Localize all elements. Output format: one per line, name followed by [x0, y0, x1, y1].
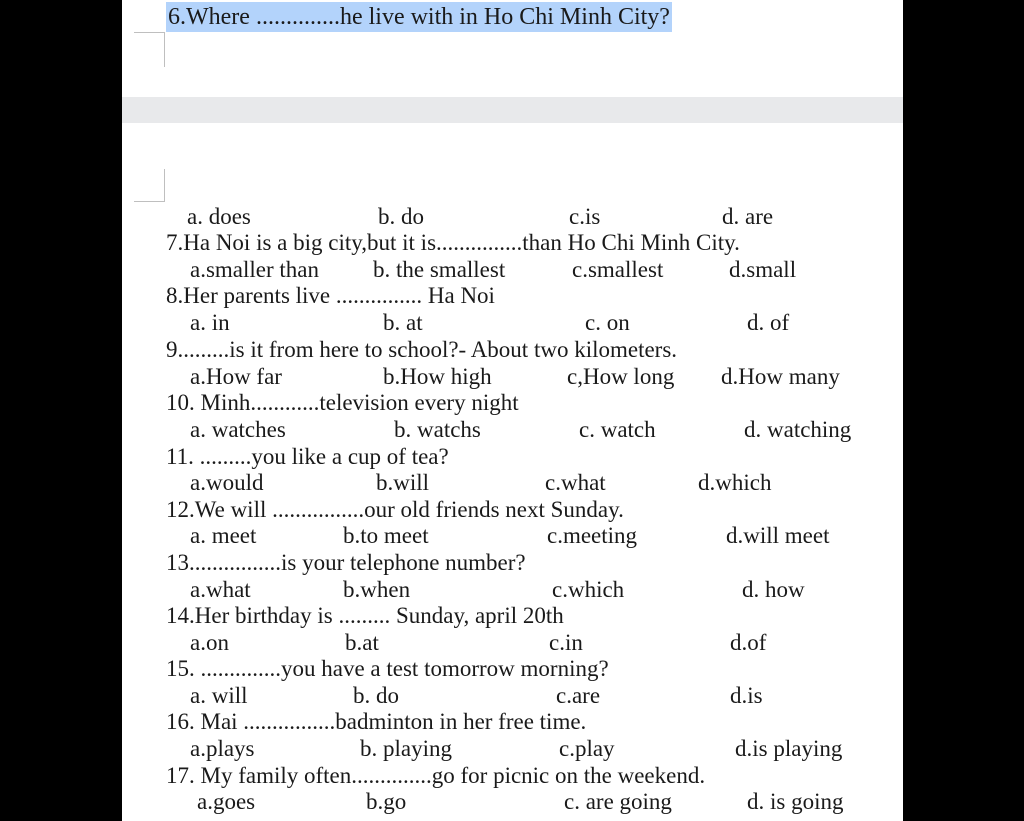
option-b: b.to meet — [343, 523, 429, 548]
option-b: b. do — [353, 683, 399, 708]
option-d: d.is — [730, 683, 763, 708]
question-text: 11. .........you like a cup of tea? — [166, 444, 449, 469]
option-b: b.go — [366, 789, 407, 814]
option-b: b.at — [345, 630, 379, 655]
option-b: b.when — [343, 577, 411, 602]
option-c: c.in — [549, 630, 583, 655]
question-text: 7.Ha Noi is a big city,but it is...............than Ho Chi Minh City. — [166, 230, 740, 255]
option-a: a.plays — [190, 736, 255, 761]
document-page-previous — [122, 0, 903, 97]
option-d: d.of — [730, 630, 767, 655]
question-text: 13................is your telephone number? — [166, 550, 526, 575]
option-a: a. in — [190, 310, 230, 335]
option-d: d. watching — [744, 417, 852, 442]
option-d: d.will meet — [726, 523, 830, 548]
option-d: d.which — [698, 470, 772, 495]
option-a: a. meet — [190, 523, 257, 548]
option-a: a. will — [190, 683, 248, 708]
question-text: 16. Mai ................badminton in her free time. — [166, 709, 587, 734]
option-d: d. how — [742, 577, 805, 602]
question-text: 10. Minh............television every night — [166, 390, 519, 415]
selected-question-6[interactable]: 6.Where ..............he live with in Ho Chi Minh City? — [168, 4, 670, 30]
option-d: d. is going — [747, 789, 844, 814]
option-c: c.which — [552, 577, 625, 602]
question-text: 14.Her birthday is ......... Sunday, april 20th — [166, 603, 564, 628]
question-text: 8.Her parents live ............... Ha Noi — [166, 283, 495, 308]
option-a: a.would — [190, 470, 264, 495]
page-corner-mark — [134, 169, 165, 202]
option-d: d. of — [747, 310, 790, 335]
option-a: a.what — [190, 577, 251, 602]
option-c: c.meeting — [547, 523, 638, 548]
option-a: a.smaller than — [190, 257, 320, 282]
option-a: a.on — [190, 630, 229, 655]
option-b: b. watchs — [394, 417, 481, 442]
option-a: a.How far — [190, 364, 282, 389]
question-text: 15. ..............you have a test tomorrow morning? — [166, 656, 609, 681]
option-d: d.small — [729, 257, 797, 282]
option-c: c.play — [559, 736, 615, 761]
option-d: d.is playing — [735, 736, 843, 761]
document-page-current — [122, 123, 903, 821]
option-c: c. on — [585, 310, 630, 335]
option-b: b.will — [376, 470, 430, 495]
page-corner-mark — [134, 32, 165, 67]
question-text: 9.........is it from here to school?- About two kilometers. — [166, 337, 678, 362]
option-b: b. the smallest — [373, 257, 506, 282]
question-text: 12.We will ................our old friends next Sunday. — [166, 497, 624, 522]
option-b: b. at — [383, 310, 423, 335]
option-a: a. watches — [190, 417, 286, 442]
q6-option-d: d. are — [722, 204, 774, 229]
option-c: c. watch — [579, 417, 656, 442]
option-b: b. playing — [360, 736, 452, 761]
document-viewport[interactable] — [122, 0, 903, 821]
question-text: 17. My family often..............go for picnic on the weekend. — [166, 763, 706, 788]
option-a: a.goes — [197, 789, 256, 814]
option-c: c.what — [545, 470, 606, 495]
option-b: b.How high — [383, 364, 492, 389]
option-c: c.are — [556, 683, 601, 708]
q6-option-c: c.is — [569, 204, 601, 229]
q6-option-a: a. does — [187, 204, 251, 229]
q6-option-b: b. do — [378, 204, 424, 229]
option-c: c,How long — [567, 364, 675, 389]
option-c: c.smallest — [572, 257, 664, 282]
option-c: c. are going — [564, 789, 672, 814]
option-d: d.How many — [721, 364, 840, 389]
